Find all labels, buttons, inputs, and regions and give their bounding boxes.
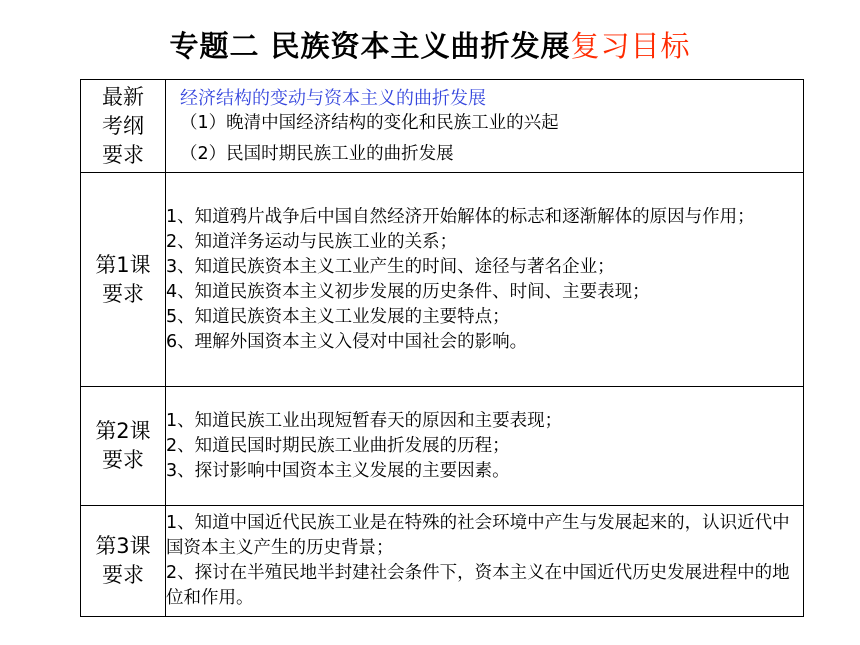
requirements-table	[80, 79, 804, 617]
list-item: 2、知道洋务运动与民族工业的关系；	[166, 231, 458, 252]
list-item: 1、知道鸦片战争后中国自然经济开始解体的标志和逐渐解体的原因与作用；	[166, 206, 755, 227]
row-label-line: 要求	[102, 448, 144, 472]
list-item: 2、知道民国时期民族工业曲折发展的历程；	[166, 435, 510, 456]
list-item: 1、知道中国近代民族工业是在特殊的社会环境中产生与发展起来的，认识近代中国资本主义产生的历史背景；	[166, 513, 790, 558]
row-label	[81, 506, 166, 617]
section-heading: 经济结构的变动与资本主义的曲折发展	[180, 87, 486, 109]
list-item: 5、知道民族资本主义工业发展的主要特点；	[166, 306, 510, 327]
table-row	[81, 80, 804, 173]
row-content	[166, 80, 804, 173]
table-row	[81, 506, 804, 617]
list-item: 4、知道民族资本主义初步发展的历史条件、时间、主要表现；	[166, 281, 650, 302]
list-item: 6、理解外国资本主义入侵对中国社会的影响。	[166, 331, 528, 352]
row-label	[81, 387, 166, 506]
list-item: 3、知道民族资本主义工业产生的时间、途径与著名企业；	[166, 256, 615, 277]
row-content	[166, 387, 804, 506]
row-label-line: 第1课	[95, 252, 151, 277]
row-label-line: 第3课	[95, 534, 151, 558]
row-label	[81, 80, 166, 173]
row-label-line: 要求	[102, 281, 144, 306]
row-content	[166, 506, 804, 617]
row-label-line: 考纲	[102, 113, 144, 138]
list-item: （1）晚清中国经济结构的变化和民族工业的兴起	[180, 112, 559, 133]
list-item: 2、探讨在半殖民地半封建社会条件下，资本主义在中国近代历史发展进程中的地位和作用。	[166, 563, 790, 608]
row-label-line: 最新	[102, 84, 144, 109]
row-label-line: 要求	[102, 563, 144, 587]
row-content	[166, 173, 804, 387]
row-label	[81, 173, 166, 387]
row-label-line: 要求	[102, 142, 144, 167]
page-title	[0, 26, 860, 66]
table-row	[81, 173, 804, 387]
table-row	[81, 387, 804, 506]
title-highlight: 复习目标	[570, 29, 691, 63]
row-label-line: 第2课	[95, 419, 151, 443]
list-item: 3、探讨影响中国资本主义发展的主要因素。	[166, 460, 510, 481]
list-item: （2）民国时期民族工业的曲折发展	[180, 143, 454, 164]
title-main: 专题二 民族资本主义曲折发展	[169, 29, 571, 63]
list-item: 1、知道民族工业出现短暂春天的原因和主要表现；	[166, 410, 563, 431]
